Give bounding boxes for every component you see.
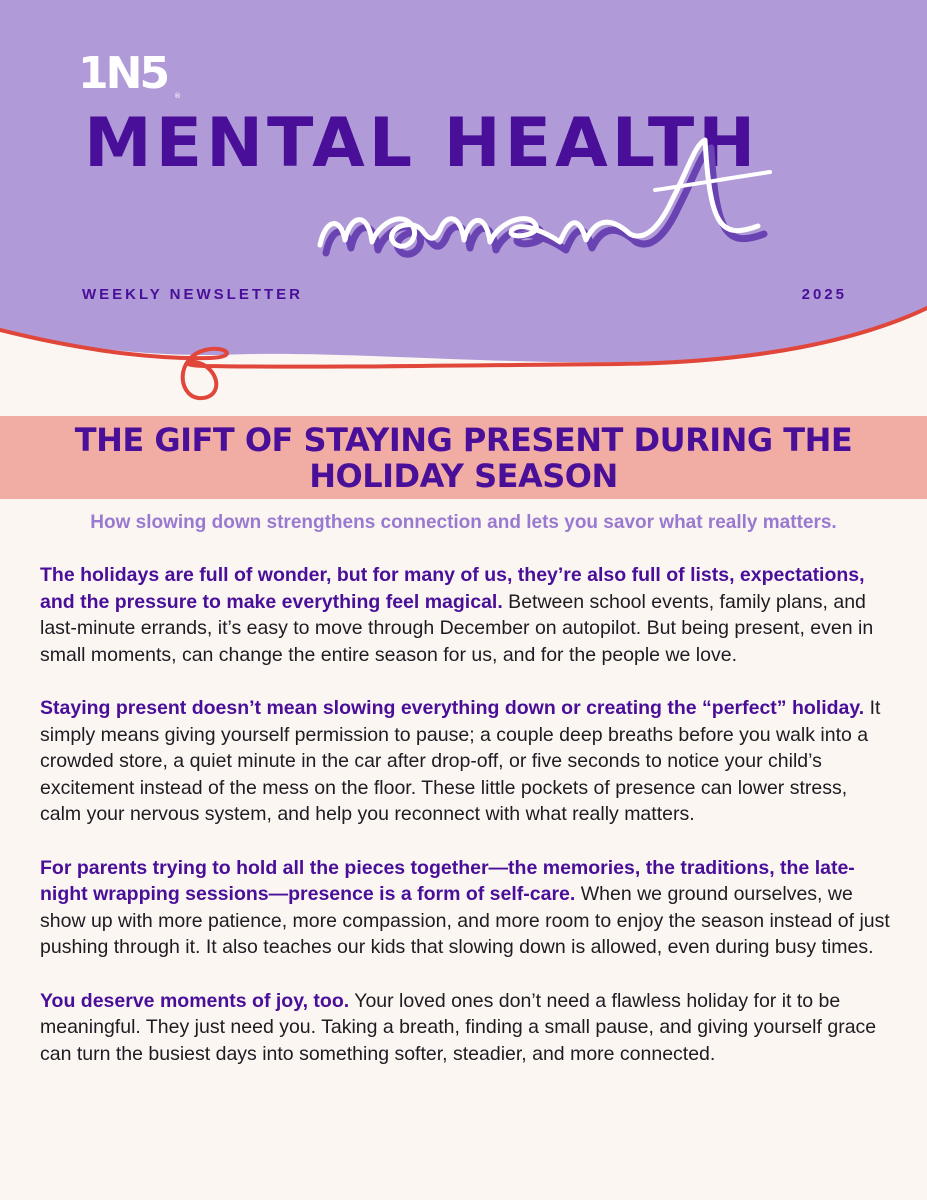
article-body [40, 562, 890, 1094]
paragraph-text: Between school events, family plans, and last-minute errands, it’s easy to move through December on autopilot. But being present, even in small moments, can change the entire season for us, and for the people we love. [40, 590, 874, 666]
paragraph [40, 988, 890, 1068]
registered-mark: ® [174, 92, 181, 100]
headline-banner [0, 416, 927, 499]
newsletter-header [0, 0, 927, 420]
logo-1n5: 1N5 [78, 48, 168, 99]
article-headline: THE GIFT OF STAYING PRESENT DURING THE HOLIDAY SEASON [74, 420, 853, 495]
paragraph-lead: The holidays are full of wonder, but for many of us, they’re also full of lists, expectations, and the pressure to make everything feel magical. [40, 564, 865, 613]
page-title: MENTAL HEALTH [84, 104, 760, 183]
newsletter-label: WEEKLY NEWSLETTER [82, 286, 304, 303]
year-label: 2025 [801, 286, 847, 303]
paragraph-text: Your loved ones don’t need a flawless holiday for it to be meaningful. They just need you. Taking a breath, finding a small pause, and giving yourself grace can turn the busiest days into something softer, steadier, and more connected. [40, 989, 877, 1065]
paragraph [40, 855, 890, 961]
paragraph-text: It simply means giving yourself permission to pause; a couple deep breaths before you walk into a crowded store, a quiet minute in the car after drop-off, or five seconds to notice your child’s excitement instead of the mess on the floor. These little pockets of presence can lower stress, calm your nervous system, and help you reconnect with what really matters. [40, 697, 881, 825]
paragraph [40, 695, 890, 828]
paragraph-text: When we ground ourselves, we show up with more patience, more compassion, and more room to enjoy the season instead of just pushing through it. It also teaches our kids that slowing down is allowed, even during busy times. [40, 883, 890, 958]
paragraph [40, 562, 890, 668]
paragraph-lead: For parents trying to hold all the pieces together—the memories, the traditions, the late-night wrapping sessions—presence is a form of self-care. [40, 856, 855, 905]
article-subtitle: How slowing down strengthens connection and lets you savor what really matters. [90, 512, 837, 533]
paragraph-lead: Staying present doesn’t mean slowing everything down or creating the “perfect” holiday. [40, 697, 865, 719]
paragraph-lead: You deserve moments of joy, too. [40, 989, 350, 1012]
moment-script-word [300, 130, 860, 280]
